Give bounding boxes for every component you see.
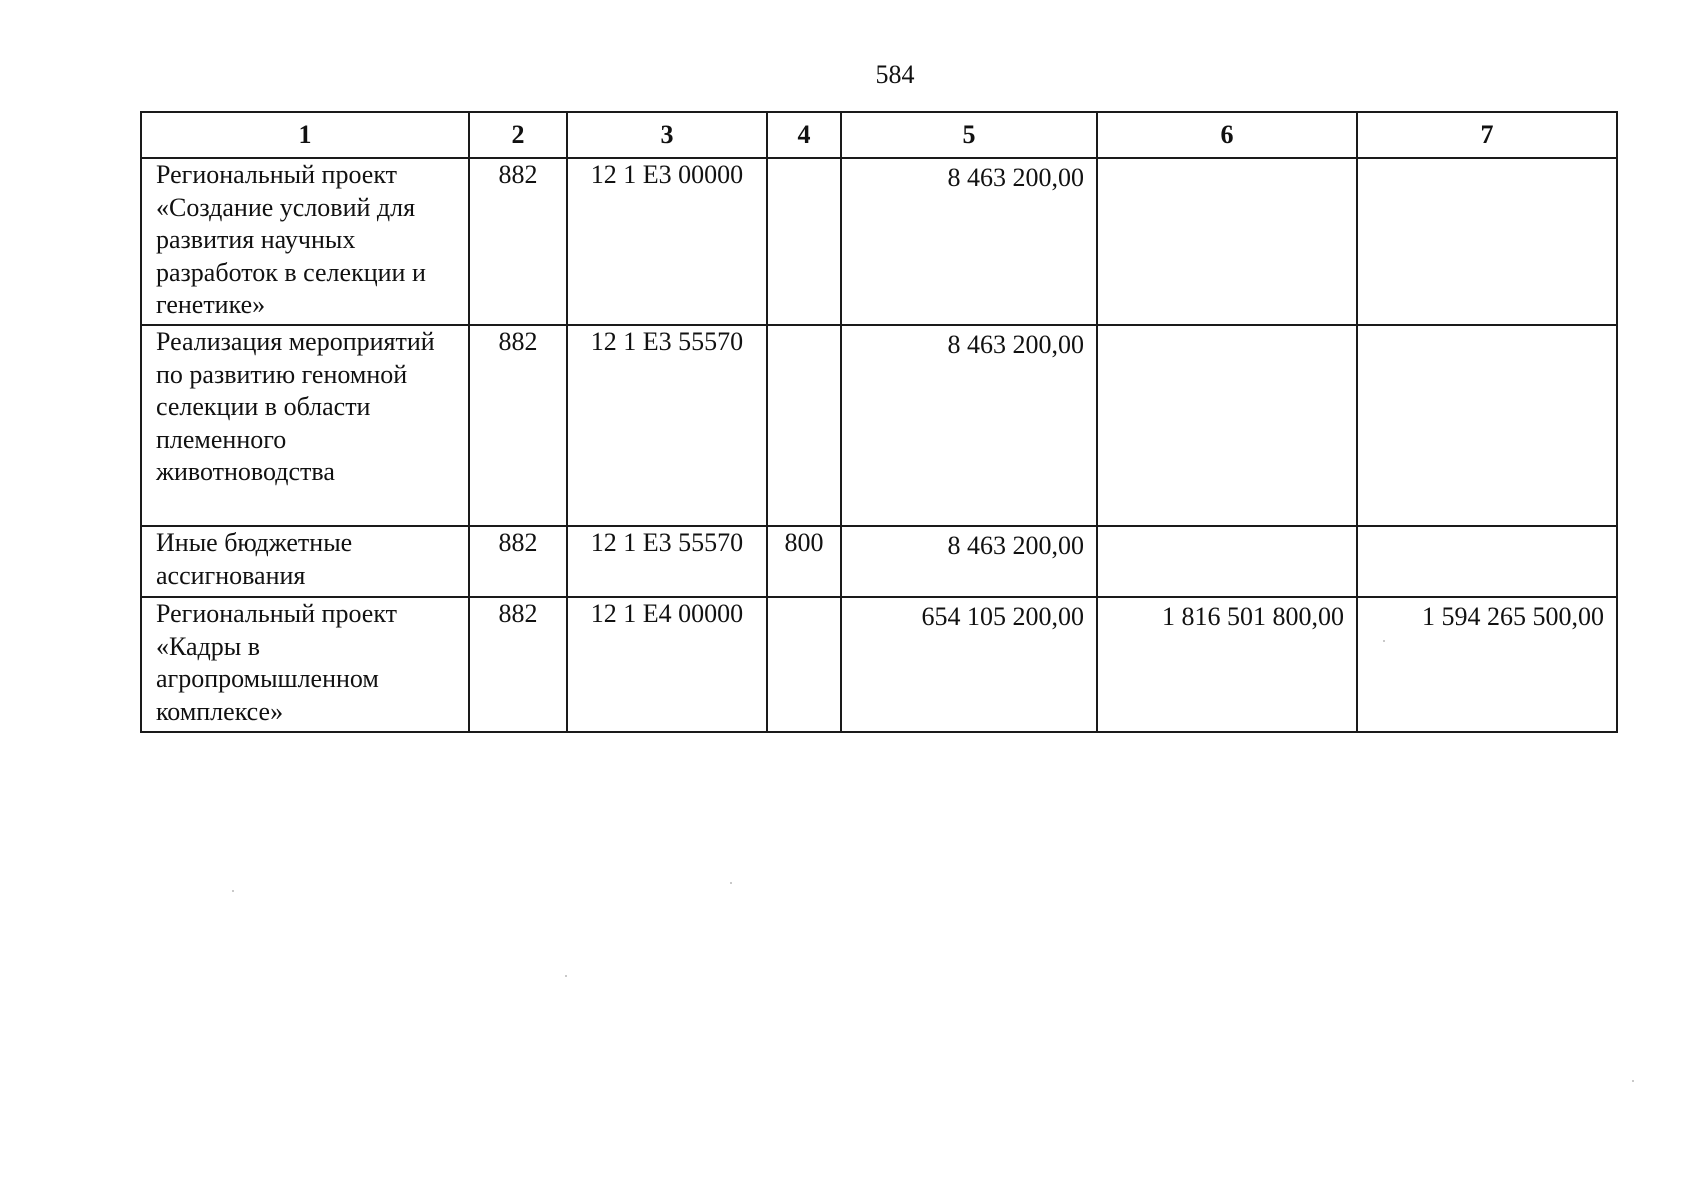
target-article-cell: 12 1 Е4 00000 (567, 597, 767, 732)
scan-speck (730, 882, 732, 884)
amount-cell-5: 8 463 200,00 (841, 158, 1097, 325)
ministry-code-cell: 882 (469, 526, 567, 597)
row-name-cell: Иные бюджетные ассигнования (141, 526, 469, 597)
page-number: 584 (875, 60, 915, 89)
scan-speck (1383, 640, 1385, 642)
column-header: 6 (1097, 112, 1357, 158)
row-name-cell: Региональный проект «Кадры в агропромышленном комплексе» (141, 597, 469, 732)
table-row (141, 597, 1617, 732)
column-header: 1 (141, 112, 469, 158)
target-article-cell: 12 1 Е3 55570 (567, 526, 767, 597)
amount-cell-6: 1 816 501 800,00 (1097, 597, 1357, 732)
expense-type-cell: 800 (767, 526, 841, 597)
target-article-cell: 12 1 Е3 00000 (567, 158, 767, 325)
ministry-code-cell: 882 (469, 597, 567, 732)
column-header: 2 (469, 112, 567, 158)
column-header: 7 (1357, 112, 1617, 158)
budget-table (140, 111, 1618, 733)
amount-cell-5: 8 463 200,00 (841, 526, 1097, 597)
amount-cell-7 (1357, 158, 1617, 325)
amount-cell-5: 654 105 200,00 (841, 597, 1097, 732)
amount-cell-6 (1097, 158, 1357, 325)
amount-cell-7 (1357, 526, 1617, 597)
column-header: 3 (567, 112, 767, 158)
row-name-cell: Реализация мероприятий по развитию геномной селекции в области племенного животноводства (141, 325, 469, 526)
expense-type-cell (767, 158, 841, 325)
scan-speck (565, 975, 567, 977)
column-header: 4 (767, 112, 841, 158)
table-row (141, 325, 1617, 526)
table-row (141, 158, 1617, 325)
column-header: 5 (841, 112, 1097, 158)
row-name-cell: Региональный проект «Создание условий для развития научных разработок в селекции и генетике» (141, 158, 469, 325)
expense-type-cell (767, 325, 841, 526)
ministry-code-cell: 882 (469, 158, 567, 325)
expense-type-cell (767, 597, 841, 732)
target-article-cell: 12 1 Е3 55570 (567, 325, 767, 526)
amount-cell-6 (1097, 526, 1357, 597)
amount-cell-5: 8 463 200,00 (841, 325, 1097, 526)
table-header-row (141, 112, 1617, 158)
table-row (141, 526, 1617, 597)
ministry-code-cell: 882 (469, 325, 567, 526)
amount-cell-6 (1097, 325, 1357, 526)
amount-cell-7 (1357, 325, 1617, 526)
scan-speck (232, 890, 234, 892)
amount-cell-7: 1 594 265 500,00 (1357, 597, 1617, 732)
scan-speck (1632, 1080, 1634, 1082)
